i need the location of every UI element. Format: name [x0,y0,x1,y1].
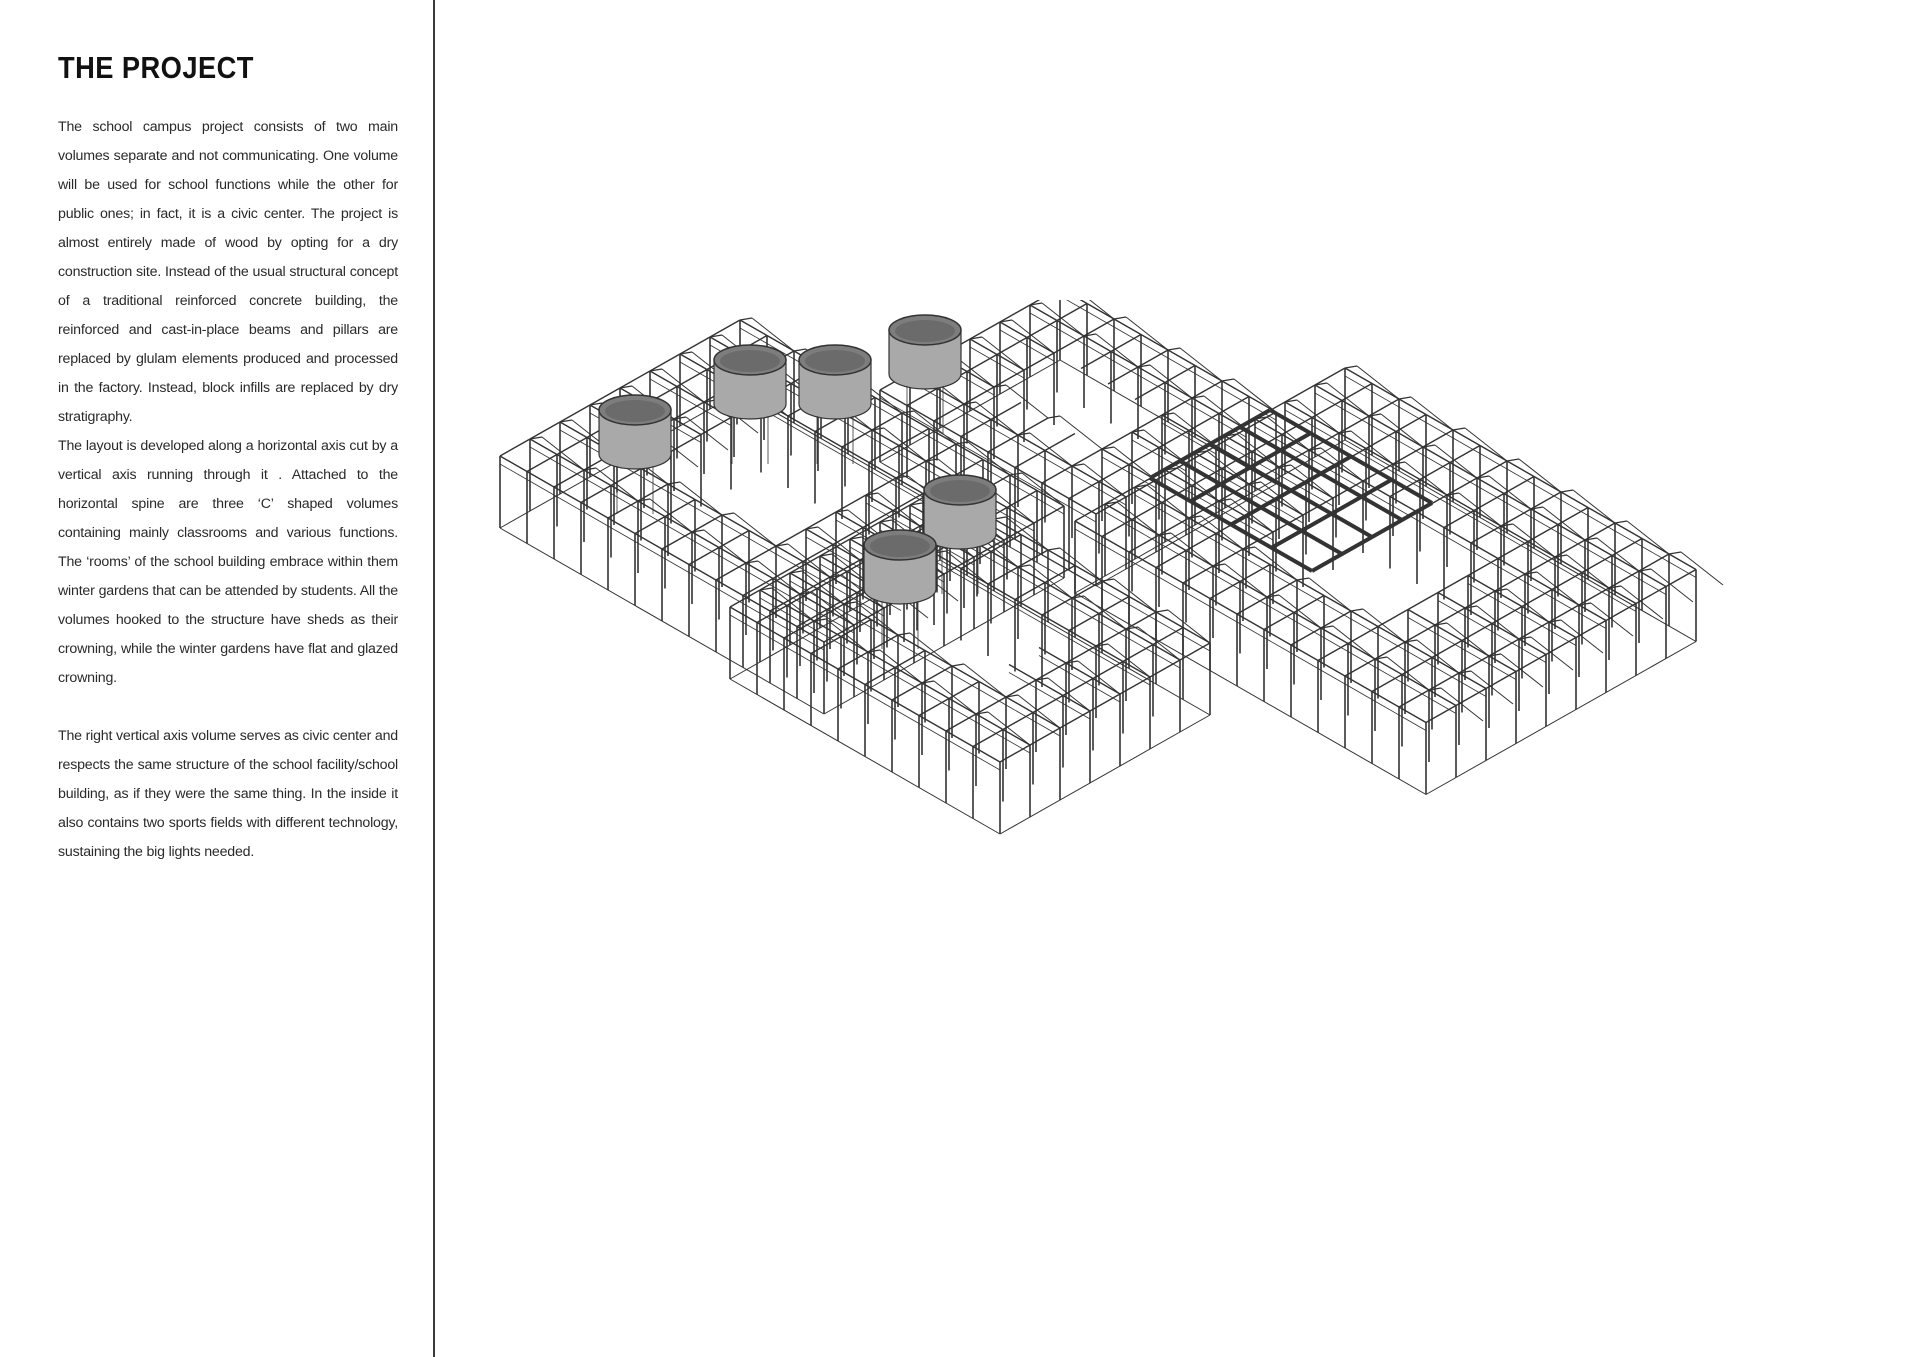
description-paragraph-3: The right vertical axis volume serves as civic center and respects the same structure of the school facility/school building, as if they were the same thing. In the inside it also contains two sports fields with different technology, sustaining the big lights needed. [58,728,398,860]
vertical-divider [433,0,435,1357]
axonometric-structure-drawing [440,300,1900,1060]
water-tank-1 [714,345,786,464]
description-paragraph-2: The layout is developed along a horizontal axis cut by a vertical axis running through it . Attached to the horizontal spine are three ‘C’ shaped volumes containing mainly classrooms and various functions. The ‘rooms’ of the school building embrace within them winter gardens that can be attended by students. All the volumes hooked to the structure have sheds as their crowning, while the winter gardens have flat and glazed crowning. [58,438,398,686]
page-title: THE PROJECT [58,50,254,85]
timber-frame-structure [500,300,1723,834]
water-tank-2 [599,395,671,514]
description-paragraph-1: The school campus project consists of two main volumes separate and not communicating. One volume will be used for school functions while the other for public ones; in fact, it is a civic center. The project is almost entirely made of wood by opting for a dry construction site. Instead of the usual structural concept of a traditional reinforced concrete building, the reinforced and cast-in-place beams and pillars are replaced by glulam elements produced and processed in the factory. Instead, block infills are replaced by dry stratigraphy. [58,119,398,425]
text-panel [58,50,398,867]
civic-center [1075,366,1723,795]
paragraph-spacer [58,693,398,722]
